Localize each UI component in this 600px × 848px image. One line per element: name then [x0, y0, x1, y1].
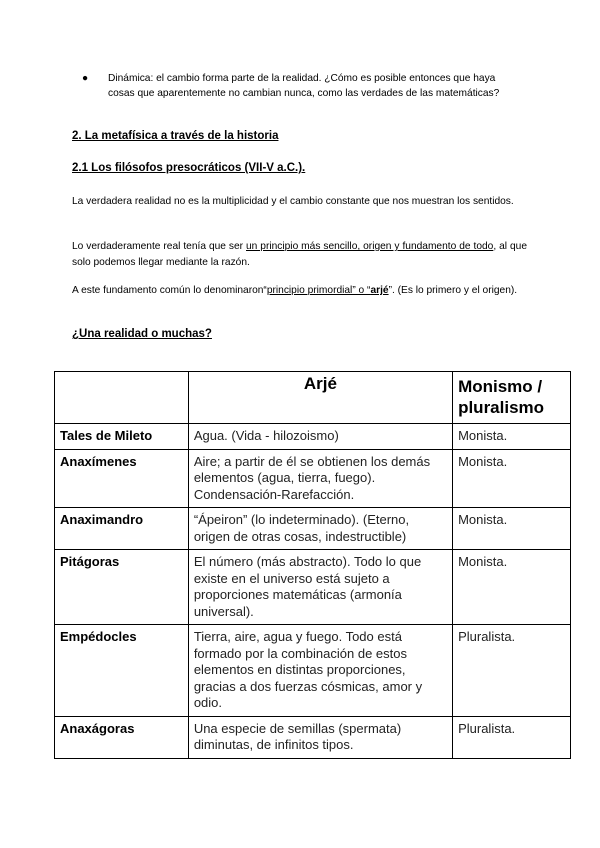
- paragraph-2-tail: , al que solo podemos llegar mediante la razón.: [72, 241, 527, 268]
- bullet-icon: ●: [82, 73, 89, 84]
- table-cell-arje: Una especie de semillas (spermata) diminutas, de infinitos tipos.: [188, 716, 452, 758]
- section-heading: 2. La metafísica a través de la historia: [72, 130, 279, 142]
- paragraph-2-underlined: un principio más sencillo, origen y fundamento de todo: [246, 241, 494, 252]
- table-cell-name: Empédocles: [55, 625, 189, 717]
- paragraph-2-text: Lo verdaderamente real tenía que ser: [72, 241, 247, 252]
- table-cell-tipo: Monista.: [453, 508, 571, 550]
- paragraph-3: [72, 283, 527, 299]
- table-cell-arje: Tierra, aire, agua y fuego. Todo está formado por la combinación de estos elementos en distintas proporciones, gracias a dos fuerzas cósmicas, amor y odio.: [188, 625, 452, 717]
- paragraph-3-underlined: principio primordial” o “: [266, 285, 371, 296]
- table-cell-tipo: Pluralista.: [453, 625, 571, 717]
- paragraph-3-text: A este fundamento común lo denominaron“: [72, 285, 267, 296]
- philosophers-table: [54, 371, 571, 759]
- table-cell-name: Anaximandro: [55, 508, 189, 550]
- table-cell-tipo: Monista.: [453, 424, 571, 450]
- table-cell-arje: El número (más abstracto). Todo lo que existe en el universo está sujeto a proporciones matemáticas (armonía universal).: [188, 550, 452, 625]
- table-cell-arje: “Ápeiron” (lo indeterminado). (Eterno, origen de otras cosas, indestructible): [188, 508, 452, 550]
- table-row: [55, 508, 571, 550]
- table-cell-name: Anaxágoras: [55, 716, 189, 758]
- table-row: [55, 716, 571, 758]
- table-cell-name: Tales de Mileto: [55, 424, 189, 450]
- table-header-row: [55, 372, 571, 424]
- table-row: [55, 449, 571, 508]
- paragraph-3-arje: arjé: [370, 285, 389, 296]
- table-cell-arje: Aire; a partir de él se obtienen los demás elementos (agua, tierra, fuego). Condensación-Rarefacción.: [188, 449, 452, 508]
- table-cell-tipo: Pluralista.: [453, 716, 571, 758]
- table-cell-name: Pitágoras: [55, 550, 189, 625]
- table-header-empty: [55, 372, 189, 424]
- paragraph-3-tail: ”. (Es lo primero y el origen).: [388, 285, 518, 296]
- bullet-text: Dinámica: el cambio forma parte de la realidad. ¿Cómo es posible entonces que haya cosas que aparentemente no cambian nunca, como las verdades de las matemáticas?: [108, 73, 500, 99]
- table-header-arje: Arjé: [188, 372, 452, 424]
- table-cell-name: Anaxímenes: [55, 449, 189, 508]
- table-cell-arje: Agua. (Vida - hilozoismo): [188, 424, 452, 450]
- table-row: [55, 424, 571, 450]
- question-heading: ¿Una realidad o muchas?: [72, 328, 212, 340]
- bullet-item: [84, 71, 524, 101]
- table-cell-tipo: Monista.: [453, 550, 571, 625]
- table-row: [55, 550, 571, 625]
- table-row: [55, 625, 571, 717]
- table-header-monismo: Monismo / pluralismo: [453, 372, 571, 424]
- table-cell-tipo: Monista.: [453, 449, 571, 508]
- subsection-heading: 2.1 Los filósofos presocráticos (VII-V a.C.).: [72, 162, 306, 174]
- paragraph-1: La verdadera realidad no es la multiplicidad y el cambio constante que nos muestran los sentidos.: [72, 196, 514, 207]
- paragraph-2: [72, 239, 527, 271]
